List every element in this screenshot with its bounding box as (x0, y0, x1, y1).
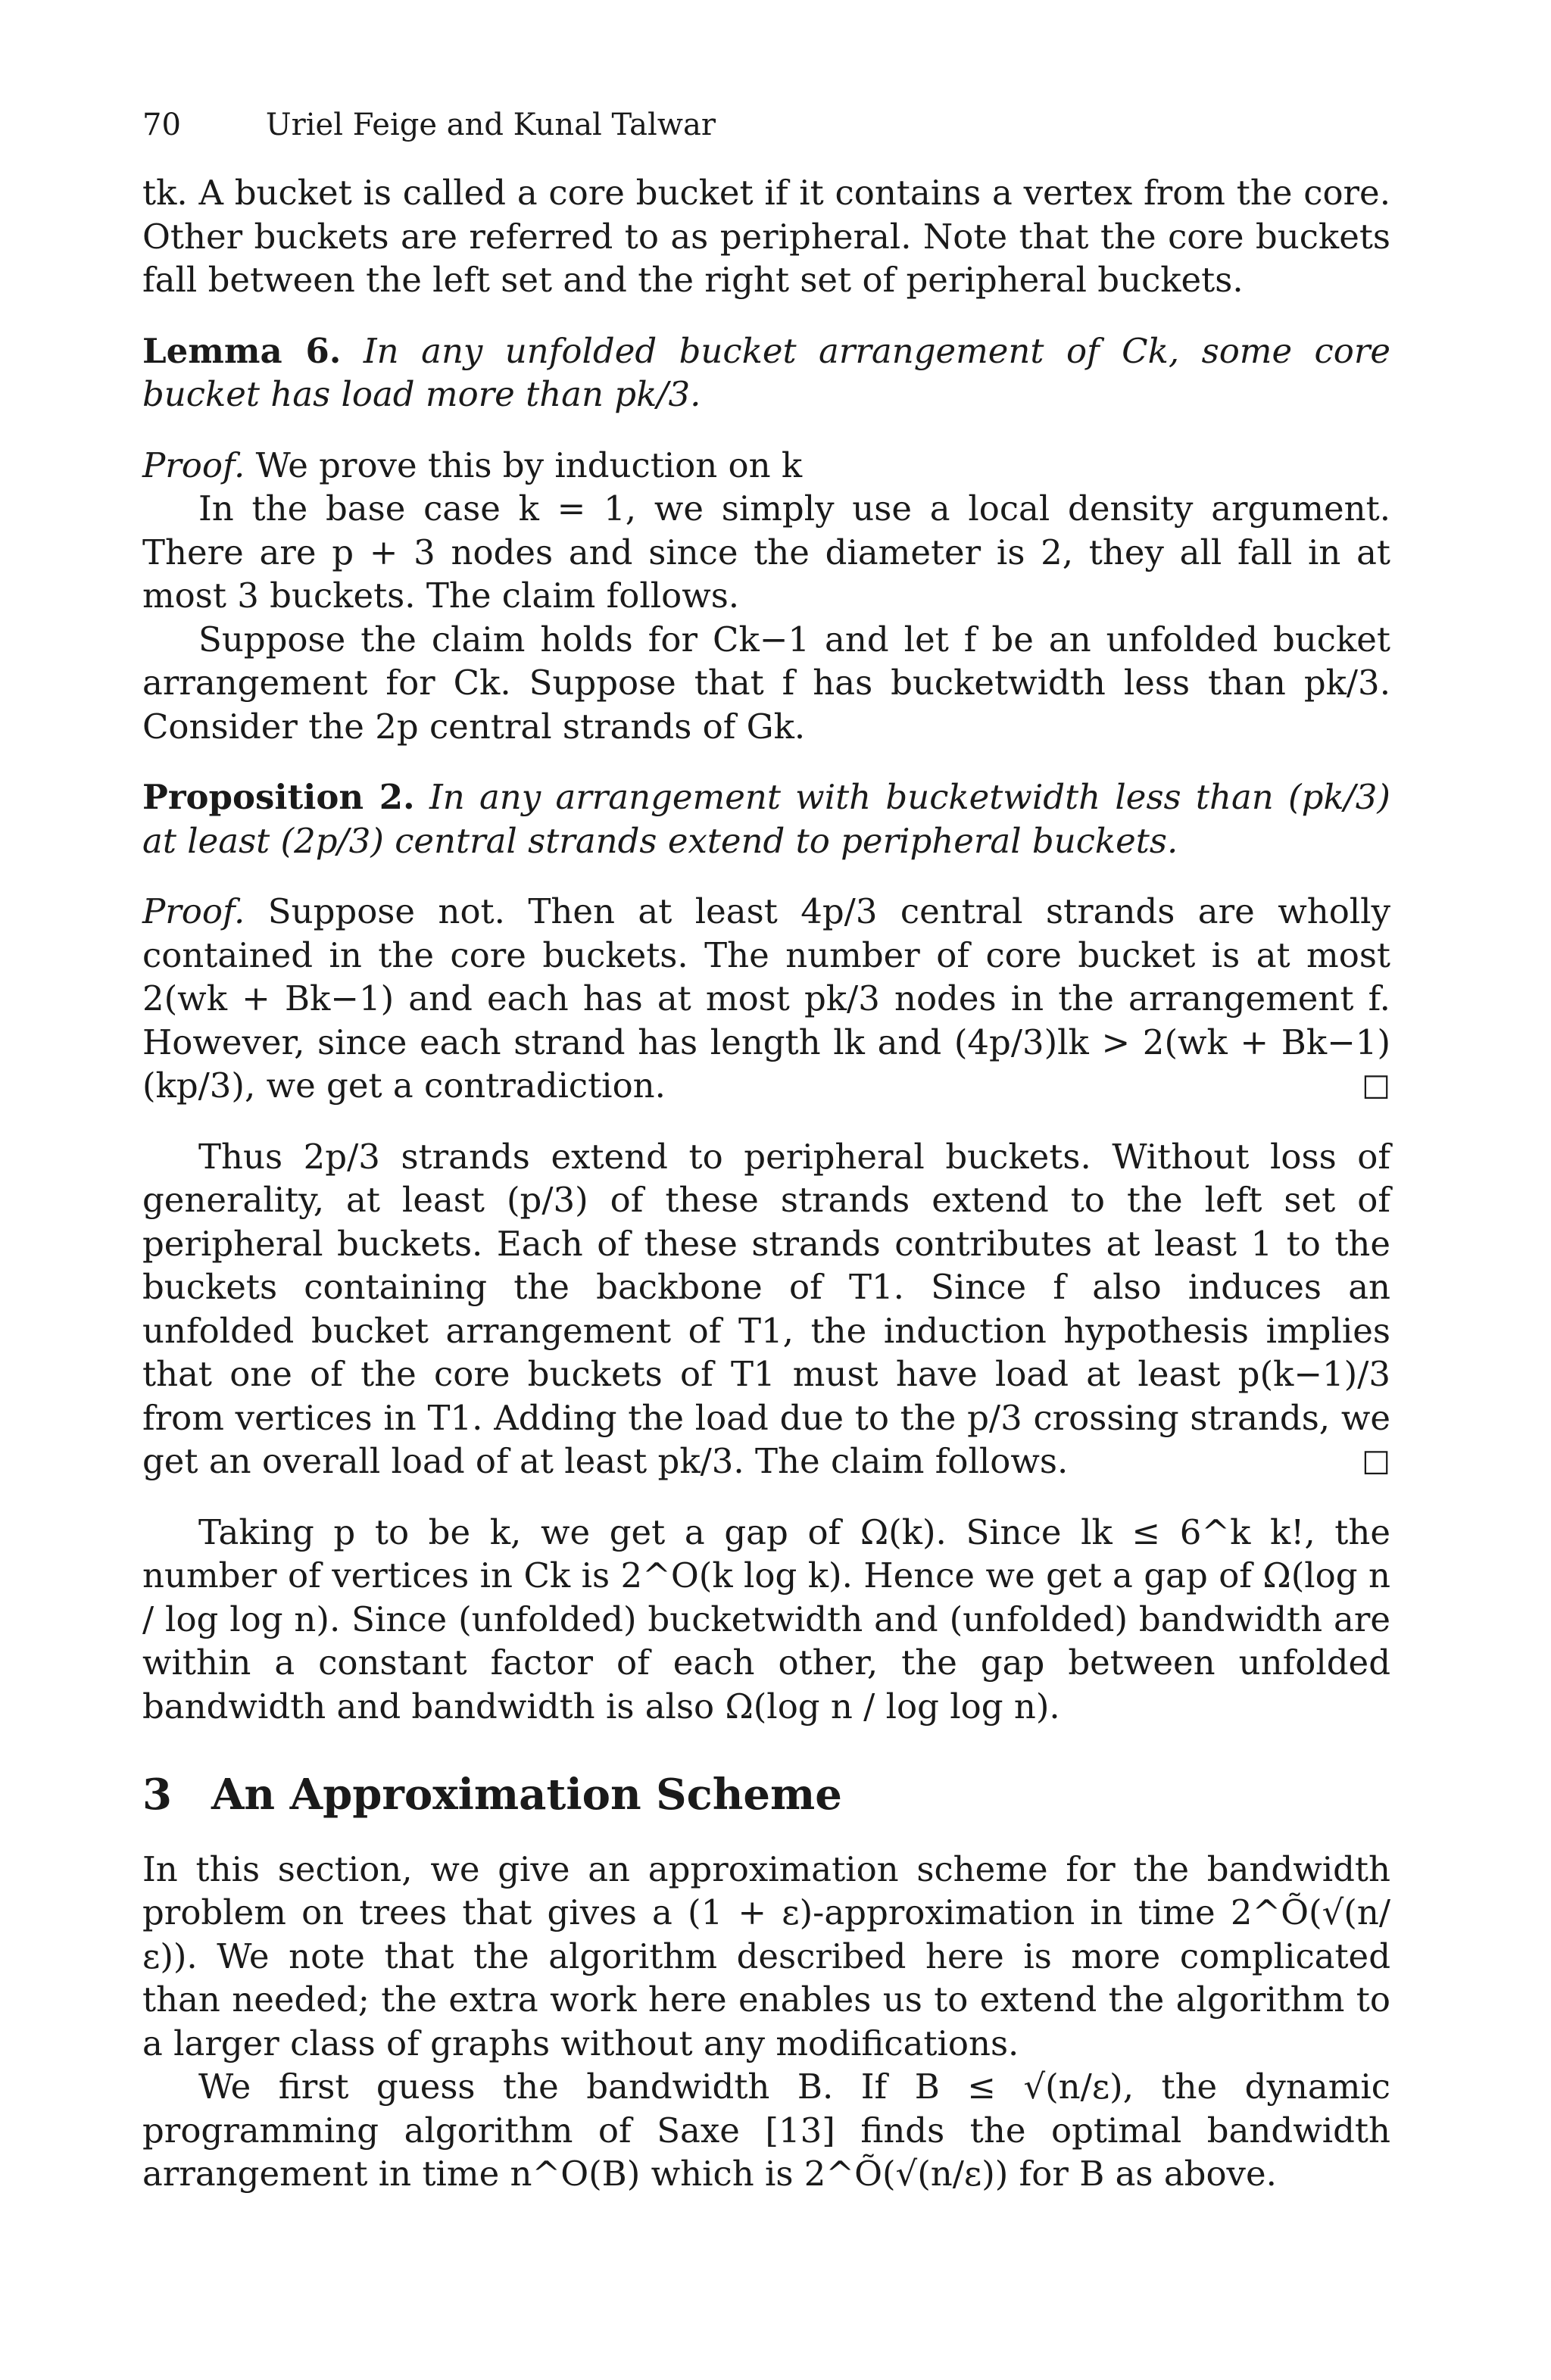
intro-paragraph: tk. A bucket is called a core bucket if it contains a vertex from the core. Other buckets are referred to as peripheral. Note that the core buckets fall between the left set and the right set of peripheral buckets. (142, 173, 1390, 300)
proof-2-text: Suppose not. Then at least 4p/3 central strands are wholly contained in the core buckets. The number of core bucket is at most 2(wk + Bk−1) and each has at most pk/3 nodes in the arrangement f. However, since each strand has length lk and (4p/3)lk > 2(wk + Bk−1)(kp/3), we get a contradiction. (142, 891, 1390, 1106)
page-number: 70 (142, 108, 181, 142)
section-number: 3 (142, 1770, 172, 1820)
running-head (142, 106, 1390, 144)
base-case-paragraph: In the base case k = 1, we simply use a local density argument. There are p + 3 nodes and since the diameter is 2, they all fall in at most 3 buckets. The claim follows. (142, 488, 1390, 616)
proof-1-line: We prove this by induction on k (255, 444, 803, 485)
proposition-statement: In any arrangement with bucketwidth less than (pk/3) at least (2p/3) central strands extend to peripheral buckets. (142, 777, 1390, 861)
guess-paragraph: We first guess the bandwidth B. If B ≤ √(n/ε), the dynamic programming algorithm of Saxe [13] finds the optimal bandwidth arrangement in time n^O(B) which is 2^Õ(√(n/ε)) for B as above. (142, 2067, 1390, 2194)
author-names: Uriel Feige and Kunal Talwar (265, 108, 716, 142)
lemma-statement: In any unfolded bucket arrangement of Ck, some core bucket has load more than pk/3. (142, 330, 1390, 414)
proposition-2 (142, 775, 1390, 862)
lemma-6 (142, 329, 1390, 416)
qed-icon-2: □ (1362, 1443, 1390, 1478)
page (142, 106, 1390, 2196)
taking-paragraph: Taking p to be k, we get a gap of Ω(k). Since lk ≤ 6^k k!, the number of vertices in Ck is 2^O(k log k). Hence we get a gap of Ω(log n / log log n). Since (unfolded) bucketwidth and (unfolded) bandwidth are within a constant factor of each other, the gap between unfolded bandwidth and bandwidth is also Ω(log n / log log n). (142, 1511, 1390, 1727)
section-intro-paragraph: In this section, we give an approximation scheme for the bandwidth problem on trees that gives a (1 + ε)-approximation in time 2^Õ(√(n/ε)). We note that the algorithm described here is more complicated than needed; the extra work here enables us to extend the algorithm to a larger class of graphs without any modifications. (142, 1848, 1390, 2063)
proof-label: Proof. (142, 444, 245, 485)
thus-text: Thus 2p/3 strands extend to peripheral buckets. Without loss of generality, at least (p/3) of these strands extend to the left set of peripheral buckets. Each of these strands contributes at least 1 to the buckets containing the backbone of T1. Since f also induces an unfolded bucket arrangement of T1, the induction hypothesis implies that one of the core buckets of T1 must have load at least p(k−1)/3 from vertices in T1. Adding the load due to the p/3 crossing strands, we get an overall load of at least pk/3. The claim follows. (142, 1136, 1390, 1481)
section-heading (142, 1770, 1390, 1820)
induction-paragraph: Suppose the claim holds for Ck−1 and let f be an unfolded bucket arrangement for Ck. Suppose that f has bucketwidth less than pk/3. Consider the 2p central strands of Gk. (142, 619, 1390, 747)
proof-1 (142, 444, 1390, 488)
section-title: An Approximation Scheme (211, 1770, 842, 1820)
lemma-label: Lemma 6. (142, 330, 342, 371)
proposition-label: Proposition 2. (142, 777, 415, 817)
thus-paragraph (142, 1135, 1390, 1483)
proof-2-label: Proof. (142, 891, 245, 931)
qed-icon: □ (1362, 1068, 1390, 1103)
proof-2 (142, 890, 1390, 1108)
